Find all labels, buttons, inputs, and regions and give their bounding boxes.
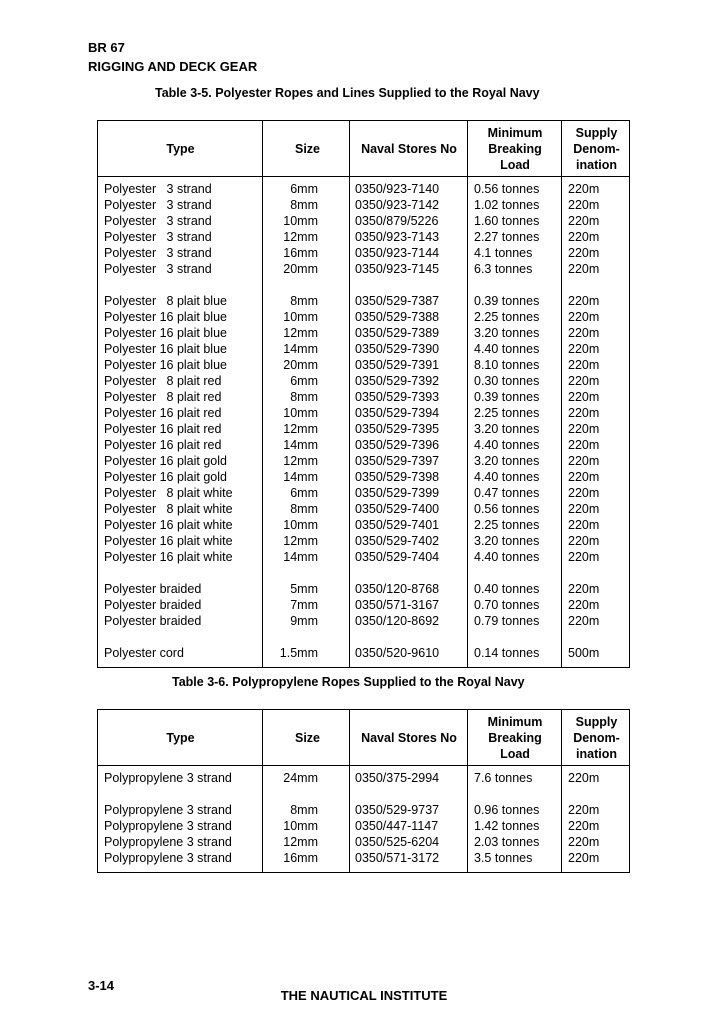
size-cell: 12mm [283, 422, 318, 436]
breaking-load-cell: 0.40 tonnes [474, 582, 540, 596]
table-row [98, 453, 629, 469]
type-cell: Polyester 16 plait red [104, 422, 222, 436]
stores-no-cell: 0350/529-7388 [355, 310, 440, 324]
naval-stores-header: Naval Stores No [361, 141, 457, 156]
supply-cell: 220m [568, 851, 600, 865]
table-row [98, 802, 629, 818]
breaking-load-cell: 0.79 tonnes [474, 614, 540, 628]
table-row [98, 549, 629, 565]
table-row [98, 213, 629, 229]
size-cell: 10mm [283, 518, 318, 532]
table-row [98, 533, 629, 549]
type-cell: Polyester braided [104, 614, 202, 628]
table-row [98, 309, 629, 325]
breaking-load-cell: 0.96 tonnes [474, 803, 540, 817]
size-cell: 6mm [290, 374, 318, 388]
table-header [98, 121, 629, 177]
stores-no-cell: 0350/879/5226 [355, 214, 439, 228]
size-cell: 8mm [290, 390, 318, 404]
stores-no-cell: 0350/529-7392 [355, 374, 440, 388]
type-cell: Polyester 8 plait blue [104, 294, 227, 308]
type-cell: Polyester 16 plait blue [104, 342, 227, 356]
supply-cell: 220m [568, 550, 600, 564]
breaking-load-cell: 2.03 tonnes [474, 835, 540, 849]
table-row [98, 197, 629, 213]
supply-cell: 220m [568, 486, 600, 500]
supply-cell: 220m [568, 470, 600, 484]
stores-no-cell: 0350/529-7399 [355, 486, 440, 500]
table-row [98, 850, 629, 866]
table-row [98, 357, 629, 373]
stores-no-cell: 0350/529-7400 [355, 502, 440, 516]
breaking-load-cell: 0.30 tonnes [474, 374, 540, 388]
size-cell: 8mm [290, 502, 318, 516]
size-cell: 12mm [283, 835, 318, 849]
supply-cell: 220m [568, 246, 600, 260]
size-header: Size [294, 141, 320, 156]
supply-cell: 220m [568, 262, 600, 276]
table-row [98, 373, 629, 389]
supply-header: Supply Denom- ination [573, 714, 620, 761]
size-cell: 5mm [290, 582, 318, 596]
table-row [98, 485, 629, 501]
size-cell: 10mm [283, 310, 318, 324]
stores-no-cell: 0350/529-7404 [355, 550, 440, 564]
breaking-load-cell: 1.42 tonnes [474, 819, 540, 833]
supply-cell: 220m [568, 326, 600, 340]
size-cell: 24mm [283, 771, 318, 785]
breaking-load-cell: 4.40 tonnes [474, 342, 540, 356]
type-cell: Polyester 8 plait red [104, 374, 222, 388]
table-row [98, 645, 629, 661]
type-cell: Polyester 8 plait white [104, 486, 233, 500]
breaking-load-cell: 2.27 tonnes [474, 230, 540, 244]
size-cell: 14mm [283, 470, 318, 484]
table-row [98, 405, 629, 421]
breaking-load-cell: 6.3 tonnes [474, 262, 533, 276]
stores-no-cell: 0350/529-7395 [355, 422, 440, 436]
column-divider [467, 710, 468, 872]
size-cell: 12mm [283, 454, 318, 468]
table-row [98, 325, 629, 341]
supply-cell: 220m [568, 582, 600, 596]
column-divider [561, 710, 562, 872]
type-cell: Polyester 8 plait white [104, 502, 233, 516]
type-cell: Polyester 3 strand [104, 214, 212, 228]
size-cell: 10mm [283, 406, 318, 420]
supply-cell: 220m [568, 454, 600, 468]
stores-no-cell: 0350/923-7140 [355, 182, 440, 196]
supply-cell: 500m [568, 646, 600, 660]
breaking-load-cell: 7.6 tonnes [474, 771, 533, 785]
stores-no-cell: 0350/529-7387 [355, 294, 440, 308]
table-row [98, 517, 629, 533]
stores-no-cell: 0350/529-7390 [355, 342, 440, 356]
supply-cell: 220m [568, 771, 600, 785]
breaking-load-cell: 3.20 tonnes [474, 422, 540, 436]
type-header: Type [166, 730, 195, 745]
publisher-name: THE NAUTICAL INSTITUTE [280, 988, 448, 1003]
table-row [98, 389, 629, 405]
supply-cell: 220m [568, 819, 600, 833]
size-cell: 14mm [283, 342, 318, 356]
breaking-load-cell: 0.56 tonnes [474, 182, 540, 196]
polyester-table [97, 120, 630, 668]
stores-no-cell: 0350/529-7398 [355, 470, 440, 484]
type-cell: Polyester 16 plait red [104, 438, 222, 452]
breaking-load-header: Minimum Breaking Load [487, 125, 543, 172]
size-cell: 16mm [283, 851, 318, 865]
supply-cell: 220m [568, 614, 600, 628]
type-cell: Polyester 16 plait white [104, 518, 233, 532]
supply-cell: 220m [568, 598, 600, 612]
size-cell: 14mm [283, 550, 318, 564]
breaking-load-cell: 4.40 tonnes [474, 550, 540, 564]
type-cell: Polyester 16 plait blue [104, 310, 227, 324]
stores-no-cell: 0350/923-7144 [355, 246, 440, 260]
size-cell: 1.5mm [279, 646, 318, 660]
table-row [98, 818, 629, 834]
stores-no-cell: 0350/529-7402 [355, 534, 440, 548]
table-row [98, 581, 629, 597]
stores-no-cell: 0350/529-7401 [355, 518, 440, 532]
type-cell: Polyester 3 strand [104, 182, 212, 196]
stores-no-cell: 0350/520-9610 [355, 646, 440, 660]
size-cell: 9mm [290, 614, 318, 628]
size-cell: 8mm [290, 294, 318, 308]
size-cell: 12mm [283, 326, 318, 340]
column-divider [467, 121, 468, 667]
breaking-load-cell: 3.5 tonnes [474, 851, 533, 865]
stores-no-cell: 0350/447-1147 [355, 819, 439, 833]
size-cell: 7mm [290, 598, 318, 612]
table-row [98, 597, 629, 613]
stores-no-cell: 0350/571-3172 [355, 851, 440, 865]
stores-no-cell: 0350/571-3167 [355, 598, 440, 612]
type-cell: Polyester cord [104, 646, 184, 660]
stores-no-cell: 0350/923-7143 [355, 230, 440, 244]
type-cell: Polyester 16 plait white [104, 534, 233, 548]
supply-cell: 220m [568, 406, 600, 420]
supply-cell: 220m [568, 294, 600, 308]
supply-cell: 220m [568, 374, 600, 388]
table-3-5-caption: Table 3-5. Polyester Ropes and Lines Supplied to the Royal Navy [155, 86, 540, 100]
table-row [98, 245, 629, 261]
table-row [98, 341, 629, 357]
breaking-load-cell: 0.14 tonnes [474, 646, 540, 660]
type-cell: Polyester 16 plait blue [104, 358, 227, 372]
supply-cell: 220m [568, 534, 600, 548]
table-row [98, 261, 629, 277]
stores-no-cell: 0350/923-7142 [355, 198, 440, 212]
table-row [98, 437, 629, 453]
supply-cell: 220m [568, 182, 600, 196]
stores-no-cell: 0350/529-7389 [355, 326, 440, 340]
column-divider [349, 121, 350, 667]
breaking-load-cell: 4.40 tonnes [474, 470, 540, 484]
column-divider [349, 710, 350, 872]
size-cell: 20mm [283, 358, 318, 372]
stores-no-cell: 0350/120-8768 [355, 582, 440, 596]
breaking-load-cell: 1.60 tonnes [474, 214, 540, 228]
stores-no-cell: 0350/529-7394 [355, 406, 440, 420]
type-cell: Polypropylene 3 strand [104, 851, 232, 865]
type-cell: Polyester 16 plait gold [104, 454, 227, 468]
table-row [98, 501, 629, 517]
stores-no-cell: 0350/529-7393 [355, 390, 440, 404]
breaking-load-cell: 2.25 tonnes [474, 518, 540, 532]
supply-cell: 220m [568, 214, 600, 228]
type-cell: Polyester 16 plait white [104, 550, 233, 564]
type-cell: Polyester braided [104, 598, 202, 612]
type-cell: Polyester 8 plait red [104, 390, 222, 404]
type-cell: Polyester 16 plait gold [104, 470, 227, 484]
column-divider [561, 121, 562, 667]
document-title: RIGGING AND DECK GEAR [88, 59, 258, 74]
supply-cell: 220m [568, 803, 600, 817]
type-cell: Polyester 3 strand [104, 198, 212, 212]
size-cell: 10mm [283, 214, 318, 228]
supply-cell: 220m [568, 438, 600, 452]
breaking-load-cell: 0.56 tonnes [474, 502, 540, 516]
breaking-load-header: Minimum Breaking Load [487, 714, 543, 761]
size-cell: 8mm [290, 803, 318, 817]
type-cell: Polyester 3 strand [104, 246, 212, 260]
table-row [98, 613, 629, 629]
supply-cell: 220m [568, 422, 600, 436]
table-row [98, 229, 629, 245]
supply-cell: 220m [568, 518, 600, 532]
breaking-load-cell: 2.25 tonnes [474, 406, 540, 420]
table-row [98, 770, 629, 786]
stores-no-cell: 0350/529-7397 [355, 454, 440, 468]
size-cell: 6mm [290, 182, 318, 196]
stores-no-cell: 0350/120-8692 [355, 614, 440, 628]
stores-no-cell: 0350/375-2994 [355, 771, 440, 785]
breaking-load-cell: 3.20 tonnes [474, 534, 540, 548]
size-cell: 16mm [283, 246, 318, 260]
breaking-load-cell: 8.10 tonnes [474, 358, 540, 372]
type-header: Type [166, 141, 195, 156]
breaking-load-cell: 0.39 tonnes [474, 390, 540, 404]
stores-no-cell: 0350/525-6204 [355, 835, 440, 849]
size-header: Size [294, 730, 320, 745]
document-code: BR 67 [88, 40, 125, 55]
size-cell: 20mm [283, 262, 318, 276]
supply-cell: 220m [568, 342, 600, 356]
table-header [98, 710, 629, 766]
table-row [98, 181, 629, 197]
size-cell: 10mm [283, 819, 318, 833]
table-row [98, 293, 629, 309]
stores-no-cell: 0350/529-7396 [355, 438, 440, 452]
type-cell: Polyester 3 strand [104, 230, 212, 244]
breaking-load-cell: 3.20 tonnes [474, 326, 540, 340]
breaking-load-cell: 2.25 tonnes [474, 310, 540, 324]
type-cell: Polypropylene 3 strand [104, 771, 232, 785]
supply-cell: 220m [568, 198, 600, 212]
breaking-load-cell: 0.70 tonnes [474, 598, 540, 612]
size-cell: 14mm [283, 438, 318, 452]
polypropylene-table [97, 709, 630, 873]
table-row [98, 834, 629, 850]
type-cell: Polyester 16 plait blue [104, 326, 227, 340]
type-cell: Polyester braided [104, 582, 202, 596]
stores-no-cell: 0350/529-7391 [355, 358, 440, 372]
stores-no-cell: 0350/529-9737 [355, 803, 440, 817]
naval-stores-header: Naval Stores No [361, 730, 457, 745]
breaking-load-cell: 1.02 tonnes [474, 198, 540, 212]
supply-cell: 220m [568, 230, 600, 244]
stores-no-cell: 0350/923-7145 [355, 262, 440, 276]
type-cell: Polyester 16 plait red [104, 406, 222, 420]
supply-cell: 220m [568, 502, 600, 516]
breaking-load-cell: 4.1 tonnes [474, 246, 533, 260]
size-cell: 12mm [283, 230, 318, 244]
column-divider [262, 710, 263, 872]
column-divider [262, 121, 263, 667]
supply-cell: 220m [568, 358, 600, 372]
table-row [98, 421, 629, 437]
table-body [98, 766, 629, 872]
size-cell: 12mm [283, 534, 318, 548]
breaking-load-cell: 4.40 tonnes [474, 438, 540, 452]
breaking-load-cell: 3.20 tonnes [474, 454, 540, 468]
table-body [98, 177, 629, 667]
supply-cell: 220m [568, 390, 600, 404]
type-cell: Polyester 3 strand [104, 262, 212, 276]
type-cell: Polypropylene 3 strand [104, 835, 232, 849]
size-cell: 6mm [290, 486, 318, 500]
size-cell: 8mm [290, 198, 318, 212]
table-3-6-caption: Table 3-6. Polypropylene Ropes Supplied to the Royal Navy [172, 675, 525, 689]
page-number: 3-14 [88, 978, 115, 993]
breaking-load-cell: 0.47 tonnes [474, 486, 540, 500]
supply-header: Supply Denom- ination [573, 125, 620, 172]
breaking-load-cell: 0.39 tonnes [474, 294, 540, 308]
type-cell: Polypropylene 3 strand [104, 819, 232, 833]
supply-cell: 220m [568, 310, 600, 324]
type-cell: Polypropylene 3 strand [104, 803, 232, 817]
supply-cell: 220m [568, 835, 600, 849]
table-row [98, 469, 629, 485]
